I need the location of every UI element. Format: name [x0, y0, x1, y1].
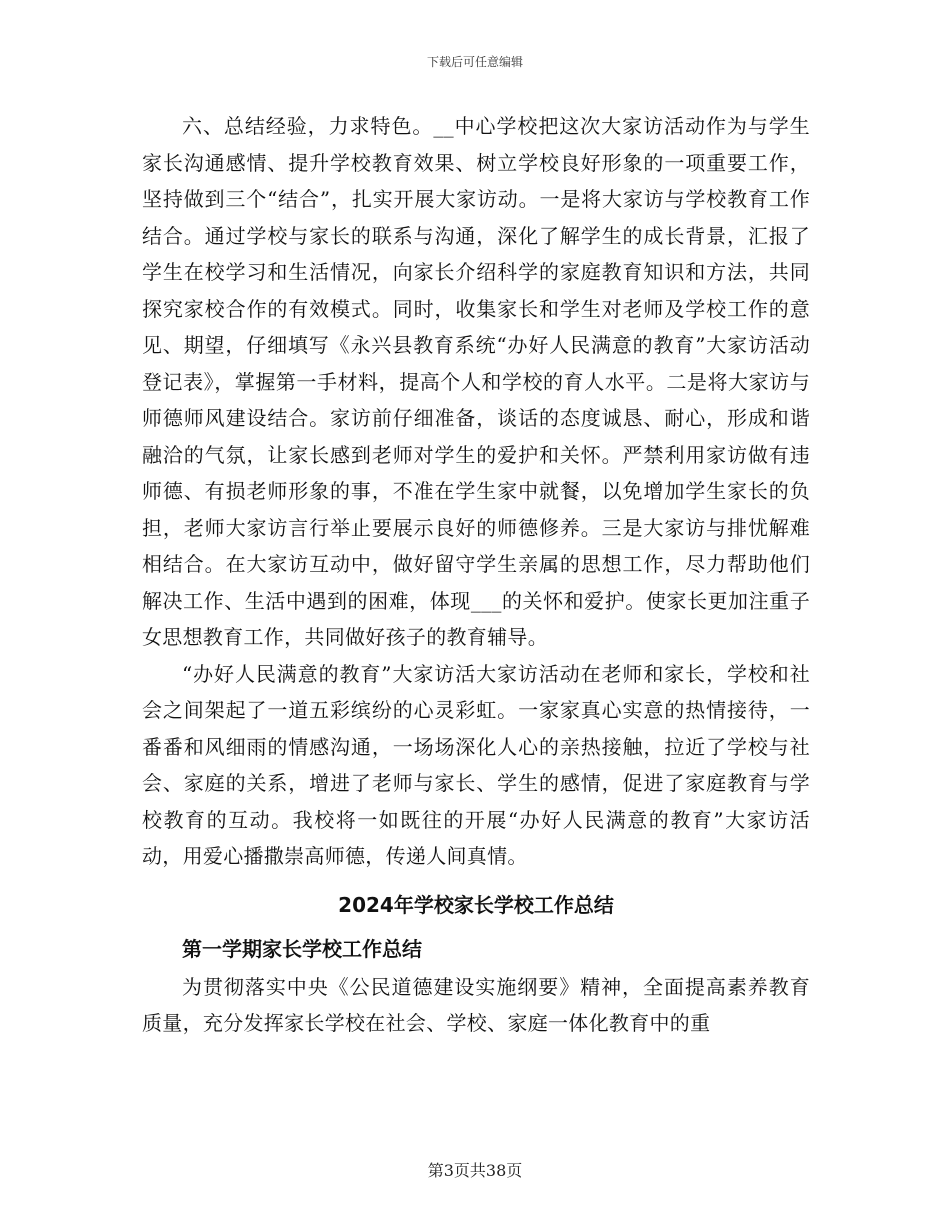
paragraph-conclusion: “办好人民满意的教育”大家访活大家访活动在老师和家长，学校和社会之间架起了一道五彩缤纷的心灵彩虹。一家家真心实意的热情接待，一番番和风细雨的情感沟通，一场场深化人心的亲热接触，拉近了学校与社会、家庭的关系，增进了老师与家长、学生的感情，促进了家庭教育与学校教育的互动。我校将一如既往的开展“办好人民满意的教育”大家访活动，用爱心播撒崇高师德，传递人间真情。: [142, 661, 810, 868]
section-subtitle: 第一学期家长学校工作总结: [182, 936, 422, 961]
paragraph-summary-experience: 六、总结经验，力求特色。__中心学校把这次大家访活动作为与学生家长沟通感情、提升学校教育效果、树立学校良好形象的一项重要工作，坚持做到三个“结合”，扎实开展大家访动。一是将大家访与学校教育工作结合。通过学校与家长的联系与沟通，深化了解学生的成长背景，汇报了学生在校学习和生活情况，向家长介绍科学的家庭教育知识和方法，共同探究家校合作的有效模式。同时，收集家长和学生对老师及学校工作的意见、期望，仔细填写《永兴县教育系统“办好人民满意的教育”大家访活动登记表》，掌握第一手材料，提高个人和学校的育人水平。二是将大家访与师德师风建设结合。家访前仔细准备，谈话的态度诚恳、耐心，形成和谐融洽的气氛，让家长感到老师对学生的爱护和关怀。严禁利用家访做有违师德、有损老师形象的事，不准在学生家中就餐，以免增加学生家长的负担，老师大家访言行举止要展示良好的师德修养。三是大家访与排忧解难相结合。在大家访互动中，做好留守学生亲属的思想工作，尽力帮助他们解决工作、生活中遇到的困难，体现___的关怀和爱护。使家长更加注重子女思想教育工作，共同做好孩子的教育辅导。: [142, 114, 810, 649]
paragraph-intro: 为贯彻落实中央《公民道德建设实施纲要》精神，全面提高素养教育质量，充分发挥家长学校在社会、学校、家庭一体化教育中的重: [142, 974, 810, 1035]
document-body: [142, 108, 810, 1042]
header-note: 下载后可任意编辑: [426, 55, 523, 69]
section-title: 2024年学校家长学校工作总结: [338, 892, 614, 917]
page-indicator: 第3页共38页: [427, 1161, 523, 1180]
